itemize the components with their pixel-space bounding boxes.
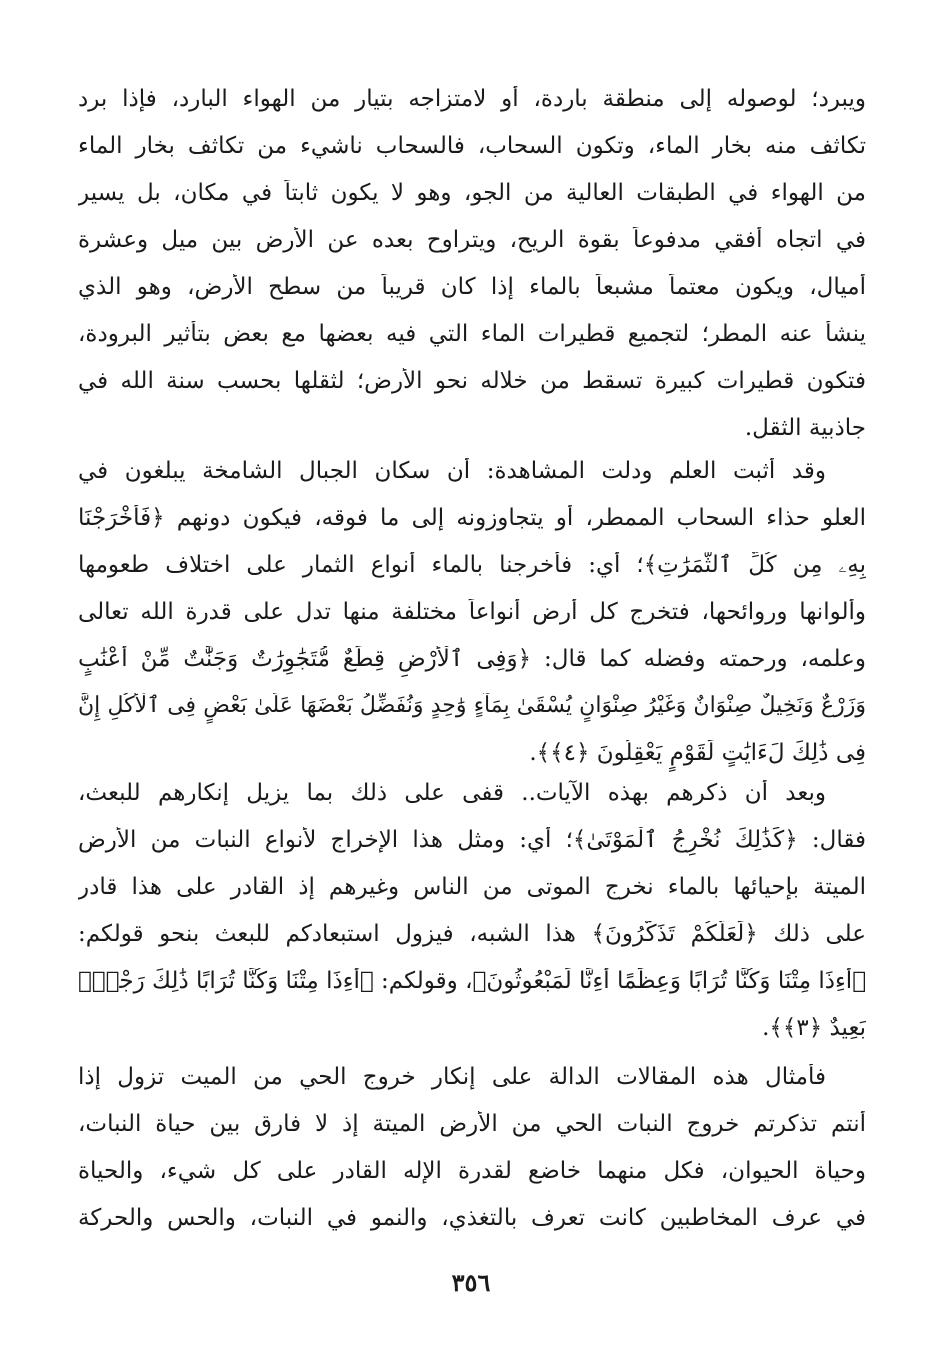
text-line: جاذبية الثقل. [744,415,866,441]
paragraph-1 [78,86,866,462]
text-line: أميال، ويكون معتماً مشبعاً بالماء إذا كان قريباً من سطح الأرض، وهو الذي [78,274,866,300]
paragraph-4 [78,1064,866,1252]
paragraph-2 [78,458,866,787]
text-line: أنتم تذكرتم خروج النبات الحي من الأرض الميتة إذ لا فارق بين حياة النبات، [78,1111,866,1137]
text-line: ويبرد؛ لوصوله إلى منطقة باردة، أو لامتزاجه بتيار من الهواء البارد، فإذا برد [78,86,866,112]
paragraph-3 [78,780,866,1062]
text-line: العلو حذاء السحاب الممطر، أو يتجاوزونه إلى ما فوقه، فيكون دونهم ﴿فَأَخْرَجْنَا [78,505,866,531]
text-line: وبعد أن ذكرهم بهذه الآيات.. قفى على ذلك بما يزيل إنكارهم للبعث، [78,780,826,806]
text-line: ﴿أَءِذَا مِتْنَا وَكُنَّا تُرَابًا وَعِظَٰمًا أَءِنَّا لَمَبْعُوثُونَ﴾، وقولكم: ﴿أَءِذَا مِتْنَا وَكُنَّا تُرَابًا ذَٰلِكَ رَجْعٌۢ [78,968,866,994]
text-line: وَزَرْعٌ وَنَخِيلٌ صِنْوَانٌ وَغَيْرُ صِنْوَانٍ يُسْقَىٰ بِمَآءٍ وَٰحِدٍ وَنُفَضِّلُ بَعْضَهَا عَلَىٰ بَعْضٍ فِى ٱلْأُكُلِ إِنَّ [78,693,866,718]
text-line: من الهواء في الطبقات العالية من الجو، وهو لا يكون ثابتاً في مكان، بل يسير [78,180,866,206]
text-line: وحياة الحيوان، فكل منهما خاضع لقدرة الإله القادر على كل شيء، والحياة [78,1158,866,1184]
text-line: فتكون قطيرات كبيرة تسقط من خلاله نحو الأرض؛ لثقلها بحسب سنة الله في [78,368,866,394]
text-line: في عرف المخاطبين كانت تعرف بالتغذي، والنمو في النبات، والحس والحركة [78,1205,866,1231]
text-line: فأمثال هذه المقالات الدالة على إنكار خروج الحي من الميت تزول إذا [78,1064,826,1090]
text-line: تكاثف منه بخار الماء، وتكون السحاب، فالسحاب ناشيء من تكاثف بخار الماء [78,133,866,159]
text-line: على ذلك ﴿لَعَلَّكُمْ تَذَكَّرُونَ﴾ هذا الشبه، فيزول استبعادكم للبعث بنحو قولكم: [78,921,866,947]
text-line: فِى ذَٰلِكَ لَءَايَٰتٍ لِّقَوْمٍ يَعْقِلُونَ ﴿٤﴾﴾. [529,740,866,766]
page-number: ٣٥٦ [451,1268,491,1297]
text-line: وقد أثبت العلم ودلت المشاهدة: أن سكان الجبال الشامخة يبلغون في [78,458,826,484]
text-line: فقال: ﴿كَذَٰلِكَ نُخْرِجُ ٱلْمَوْتَىٰ﴾؛ أي: ومثل هذا الإخراج لأنواع النبات من الأرض [78,827,866,853]
text-line: بِهِۦ مِن كُلِّ ٱلثَّمَرَٰتِ﴾؛ أي: فأخرجنا بالماء أنواع الثمار على اختلاف طعومها [78,552,866,578]
text-line: وعلمه، ورحمته وفضله كما قال: ﴿وَفِى ٱلْأَرْضِ قِطَعٌ مُّتَجَٰوِرَٰتٌ وَجَنَّٰتٌ مِّنْ أَعْنَٰبٍ [78,646,866,672]
text-line: وألوانها وروائحها، فتخرج كل أرض أنواعاً مختلفة منها تدل على قدرة الله تعالى [78,599,866,625]
text-line: ينشأ عنه المطر؛ لتجميع قطيرات الماء التي فيه بعضها مع بعض بتأثير البرودة، [78,321,866,347]
text-line: في اتجاه أفقي مدفوعاً بقوة الريح، ويتراوح بعده عن الأرض بين ميل وعشرة [78,227,866,253]
text-line: بَعِيدٌ ﴿٣﴾﴾. [762,1015,866,1041]
text-line: الميتة بإحيائها بالماء نخرج الموتى من الناس وغيرهم إذ القادر على هذا قادر [78,874,866,900]
